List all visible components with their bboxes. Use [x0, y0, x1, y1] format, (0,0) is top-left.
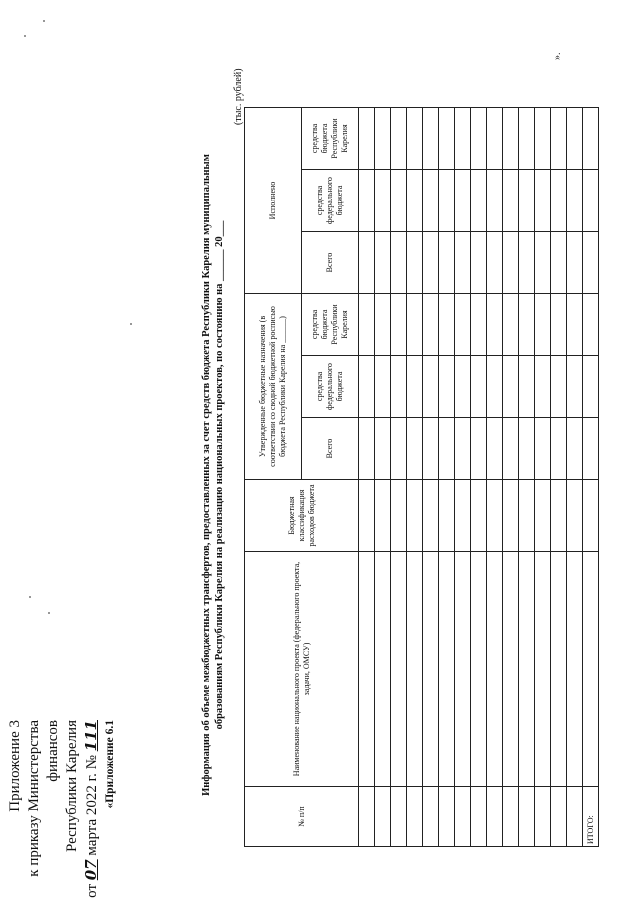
table-cell [567, 418, 583, 480]
table-cell [407, 418, 423, 480]
table-cell [471, 418, 487, 480]
table-cell [567, 787, 583, 847]
table-cell [471, 294, 487, 356]
table-cell [471, 232, 487, 294]
appendix-line4: Республики Карелия [64, 720, 80, 853]
table-row [391, 108, 407, 847]
table-cell [455, 787, 471, 847]
table-cell [519, 170, 535, 232]
total-cell [583, 108, 599, 170]
appendix-ref: «Приложение 6.1 [104, 720, 116, 809]
table-cell [407, 294, 423, 356]
total-row [583, 108, 599, 847]
table-row [439, 108, 455, 847]
table-row [375, 108, 391, 847]
header-executed-republic: средства бюджета Республики Карелия [302, 108, 359, 170]
table-row [567, 108, 583, 847]
table-cell [375, 108, 391, 170]
table-cell [391, 787, 407, 847]
table-cell [391, 108, 407, 170]
table-cell [391, 356, 407, 418]
table-cell [535, 552, 551, 787]
table-cell [503, 480, 519, 552]
table-cell [423, 552, 439, 787]
table-cell [423, 356, 439, 418]
table-cell [519, 356, 535, 418]
table-cell [359, 418, 375, 480]
table-cell [535, 170, 551, 232]
table-cell [391, 418, 407, 480]
table-cell [503, 552, 519, 787]
table-cell [535, 356, 551, 418]
table-cell [375, 418, 391, 480]
table-cell [375, 170, 391, 232]
table-cell [359, 480, 375, 552]
header-approved-federal: средства федерального бюджета [302, 356, 359, 418]
table-cell [407, 787, 423, 847]
table-cell [535, 108, 551, 170]
total-cell [583, 232, 599, 294]
title-line1: Информация об объеме межбюджетных трансфертов, предоставленных за счет средств бюджета Республики Карелия муниципальным [201, 154, 212, 796]
table-cell [519, 418, 535, 480]
table-cell [439, 356, 455, 418]
units-label: (тыс. рублей) [233, 68, 244, 125]
table-cell [551, 480, 567, 552]
header-budget-classification: Бюджетная классификация расходов бюджета [245, 480, 359, 552]
table-cell [551, 170, 567, 232]
table-cell [551, 108, 567, 170]
total-cell [583, 418, 599, 480]
table-cell [439, 787, 455, 847]
header-executed-total: Всего [302, 232, 359, 294]
table-row [455, 108, 471, 847]
closing-quote: ». [552, 52, 563, 60]
total-cell [583, 480, 599, 552]
table-cell [503, 232, 519, 294]
table-cell [359, 552, 375, 787]
table-cell [455, 480, 471, 552]
title-line2: образованиям Республики Карелия на реализацию национальных проектов, по состоянию на ______ 20___ [214, 220, 225, 730]
table-cell [567, 232, 583, 294]
table-cell [535, 232, 551, 294]
table-cell [423, 480, 439, 552]
date-number: 111 [82, 720, 100, 752]
table-cell [439, 232, 455, 294]
table-row [503, 108, 519, 847]
table-cell [439, 294, 455, 356]
table-row [359, 108, 375, 847]
table-cell [375, 480, 391, 552]
table-cell [439, 108, 455, 170]
table-cell [487, 294, 503, 356]
table-cell [471, 170, 487, 232]
table-cell [519, 787, 535, 847]
table-cell [551, 418, 567, 480]
appendix-header [6, 720, 118, 920]
appendix-line3: финансов [45, 720, 61, 782]
table-cell [359, 108, 375, 170]
table-cell [423, 108, 439, 170]
header-executed: Исполнено [245, 108, 302, 294]
table-cell [455, 294, 471, 356]
table-cell [487, 418, 503, 480]
table-header [245, 108, 359, 847]
header-approved: Утвержденные бюджетные назначения (в соответствии со сводной бюджетной росписью бюджета Республики Карелия на ______) [245, 294, 302, 480]
table-cell [487, 108, 503, 170]
table-cell [359, 356, 375, 418]
scan-speck [130, 323, 132, 325]
table-row [519, 108, 535, 847]
table-cell [359, 232, 375, 294]
document-title [200, 115, 226, 835]
table-cell [391, 480, 407, 552]
table-cell [519, 294, 535, 356]
table-cell [487, 170, 503, 232]
scan-speck [43, 20, 45, 22]
table-cell [519, 480, 535, 552]
appendix-line1: Приложение 3 [7, 720, 23, 812]
table-cell [455, 418, 471, 480]
table-cell [407, 108, 423, 170]
table-cell [423, 232, 439, 294]
table-cell [375, 787, 391, 847]
table-cell [471, 108, 487, 170]
table-cell [567, 480, 583, 552]
table-cell [503, 787, 519, 847]
table-row [407, 108, 423, 847]
table-cell [407, 232, 423, 294]
table-cell [503, 108, 519, 170]
table-row [535, 108, 551, 847]
total-cell [583, 356, 599, 418]
table-cell [519, 108, 535, 170]
table-cell [455, 108, 471, 170]
table-cell [535, 418, 551, 480]
table-cell [487, 787, 503, 847]
total-cell [583, 294, 599, 356]
table-cell [439, 170, 455, 232]
table-cell [391, 294, 407, 356]
date-rest: марта 2022 г. № [84, 755, 100, 856]
table-cell [423, 787, 439, 847]
table-cell [487, 356, 503, 418]
header-executed-federal: средства федерального бюджета [302, 170, 359, 232]
table-cell [471, 356, 487, 418]
table-cell [551, 294, 567, 356]
header-approved-republic: средства бюджета Республики Карелия [302, 294, 359, 356]
table-cell [423, 294, 439, 356]
scan-speck [48, 612, 50, 614]
table-cell [519, 552, 535, 787]
date-prefix: от [84, 883, 100, 898]
table-cell [407, 356, 423, 418]
table-row [423, 108, 439, 847]
header-approved-total: Всего [302, 418, 359, 480]
table-cell [503, 418, 519, 480]
table-cell [375, 232, 391, 294]
table-cell [567, 552, 583, 787]
table-row [487, 108, 503, 847]
table-cell [439, 552, 455, 787]
table-cell [391, 232, 407, 294]
appendix-date [82, 720, 102, 920]
table-cell [455, 170, 471, 232]
table-cell [391, 552, 407, 787]
table-cell [551, 552, 567, 787]
table-cell [359, 294, 375, 356]
scan-speck [29, 596, 31, 598]
table-cell [375, 356, 391, 418]
table-cell [551, 356, 567, 418]
date-day: 07 [82, 859, 100, 881]
table-row [551, 108, 567, 847]
table-cell [455, 552, 471, 787]
header-number: № п/п [245, 787, 359, 847]
table-cell [567, 294, 583, 356]
table-cell [407, 480, 423, 552]
table-cell [535, 480, 551, 552]
total-label: ИТОГО: [583, 787, 599, 847]
table-cell [503, 356, 519, 418]
table-cell [407, 552, 423, 787]
table-cell [567, 170, 583, 232]
table-cell [407, 170, 423, 232]
scan-speck [24, 35, 26, 37]
total-cell [583, 552, 599, 787]
table-cell [551, 232, 567, 294]
table-cell [359, 787, 375, 847]
table-cell [503, 294, 519, 356]
table-cell [455, 232, 471, 294]
table-cell [551, 787, 567, 847]
table-cell [487, 232, 503, 294]
table-cell [391, 170, 407, 232]
table-cell [471, 552, 487, 787]
table-cell [535, 787, 551, 847]
table-cell [439, 480, 455, 552]
table-cell [567, 108, 583, 170]
header-project-name: Наименование национального проекта (федерального проекта, задачи, ОМСУ) [245, 552, 359, 787]
table-cell [519, 232, 535, 294]
table-cell [423, 170, 439, 232]
table-cell [535, 294, 551, 356]
table-cell [439, 418, 455, 480]
table-cell [375, 552, 391, 787]
table-cell [471, 480, 487, 552]
table-row [471, 108, 487, 847]
table-cell [471, 787, 487, 847]
table-cell [455, 356, 471, 418]
table-cell [375, 294, 391, 356]
report-table [244, 107, 599, 847]
table-body [359, 108, 599, 847]
appendix-line2: к приказу Министерства [26, 720, 42, 877]
total-cell [583, 170, 599, 232]
table-cell [503, 170, 519, 232]
table-cell [567, 356, 583, 418]
table-cell [487, 552, 503, 787]
table-cell [359, 170, 375, 232]
table-cell [487, 480, 503, 552]
table-cell [423, 418, 439, 480]
